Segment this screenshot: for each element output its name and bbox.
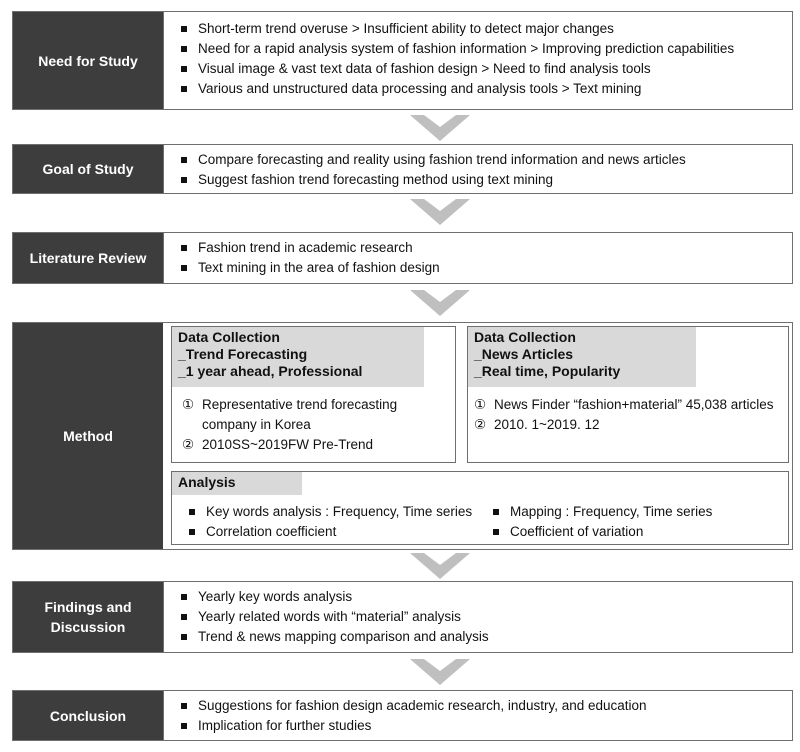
analysis-right-list (490, 502, 712, 542)
conclusion-content (163, 691, 792, 740)
literature-review-row (12, 232, 793, 284)
analysis-header: Analysis (172, 472, 302, 495)
list-item: Various and unstructured data processing and analysis tools > Text mining (178, 79, 734, 99)
news-articles-header (468, 327, 696, 387)
list-item: Text mining in the area of fashion design (178, 258, 440, 278)
list-item: ② 2010SS~2019FW Pre-Trend (182, 435, 397, 455)
findings-row (12, 581, 793, 653)
method-row (12, 322, 793, 550)
list-item: Coefficient of variation (490, 522, 712, 542)
news-articles-list (474, 395, 774, 435)
trend-header-line: _Trend Forecasting (178, 346, 308, 362)
trend-forecasting-list (182, 395, 397, 455)
chevron-down-icon (410, 659, 470, 685)
list-item: Implication for further studies (178, 716, 647, 736)
list-item: Need for a rapid analysis system of fashion information > Improving prediction capabilities (178, 39, 734, 59)
list-item: Short-term trend overuse > Insufficient ability to detect major changes (178, 19, 734, 39)
need-for-study-label: Need for Study (13, 12, 163, 109)
conclusion-row (12, 690, 793, 741)
trend-forecasting-header (172, 327, 424, 387)
news-header-line: Data Collection (474, 329, 576, 345)
analysis-left-list (186, 502, 472, 542)
list-item: Fashion trend in academic research (178, 238, 440, 258)
goal-of-study-content (163, 145, 792, 193)
circled-number: ① (474, 397, 487, 412)
list-item: Trend & news mapping comparison and analysis (178, 627, 489, 647)
circled-number: ② (182, 437, 195, 452)
list-item: Yearly related words with “material” analysis (178, 607, 489, 627)
analysis-box (171, 471, 789, 545)
list-item: ② 2010. 1~2019. 12 (474, 415, 774, 435)
method-label: Method (13, 323, 163, 549)
list-item: Suggest fashion trend forecasting method using text mining (178, 170, 686, 190)
list-item: ① Representative trend forecasting (182, 395, 397, 415)
chevron-down-icon (410, 553, 470, 579)
chevron-down-icon (410, 115, 470, 141)
news-header-line: _News Articles (474, 346, 574, 362)
chevron-down-icon (410, 290, 470, 316)
list-item: Compare forecasting and reality using fashion trend information and news articles (178, 150, 686, 170)
trend-header-line: Data Collection (178, 329, 280, 345)
goal-of-study-label: Goal of Study (13, 145, 163, 193)
list-item: Mapping : Frequency, Time series (490, 502, 712, 522)
chevron-down-icon (410, 199, 470, 225)
findings-label: Findings and Discussion (13, 582, 163, 652)
list-item: company in Korea (202, 417, 311, 432)
need-for-study-content (163, 12, 792, 109)
news-header-line: _Real time, Popularity (474, 363, 621, 379)
list-item: Key words analysis : Frequency, Time series (186, 502, 472, 522)
list-item: ① News Finder “fashion+material” 45,038 articles (474, 395, 774, 415)
goal-of-study-row (12, 144, 793, 194)
conclusion-label: Conclusion (13, 691, 163, 740)
trend-header-line: _1 year ahead, Professional (178, 363, 363, 379)
circled-number: ① (182, 397, 195, 412)
circled-number: ② (474, 417, 487, 432)
list-item: Suggestions for fashion design academic research, industry, and education (178, 696, 647, 716)
list-item: Visual image & vast text data of fashion design > Need to find analysis tools (178, 59, 734, 79)
literature-review-label: Literature Review (13, 233, 163, 283)
findings-content (163, 582, 792, 652)
literature-review-content (163, 233, 792, 283)
list-item: Yearly key words analysis (178, 587, 489, 607)
trend-forecasting-box (171, 326, 456, 463)
method-content (163, 323, 792, 549)
list-item: Correlation coefficient (186, 522, 472, 542)
news-articles-box (467, 326, 789, 463)
need-for-study-row (12, 11, 793, 110)
